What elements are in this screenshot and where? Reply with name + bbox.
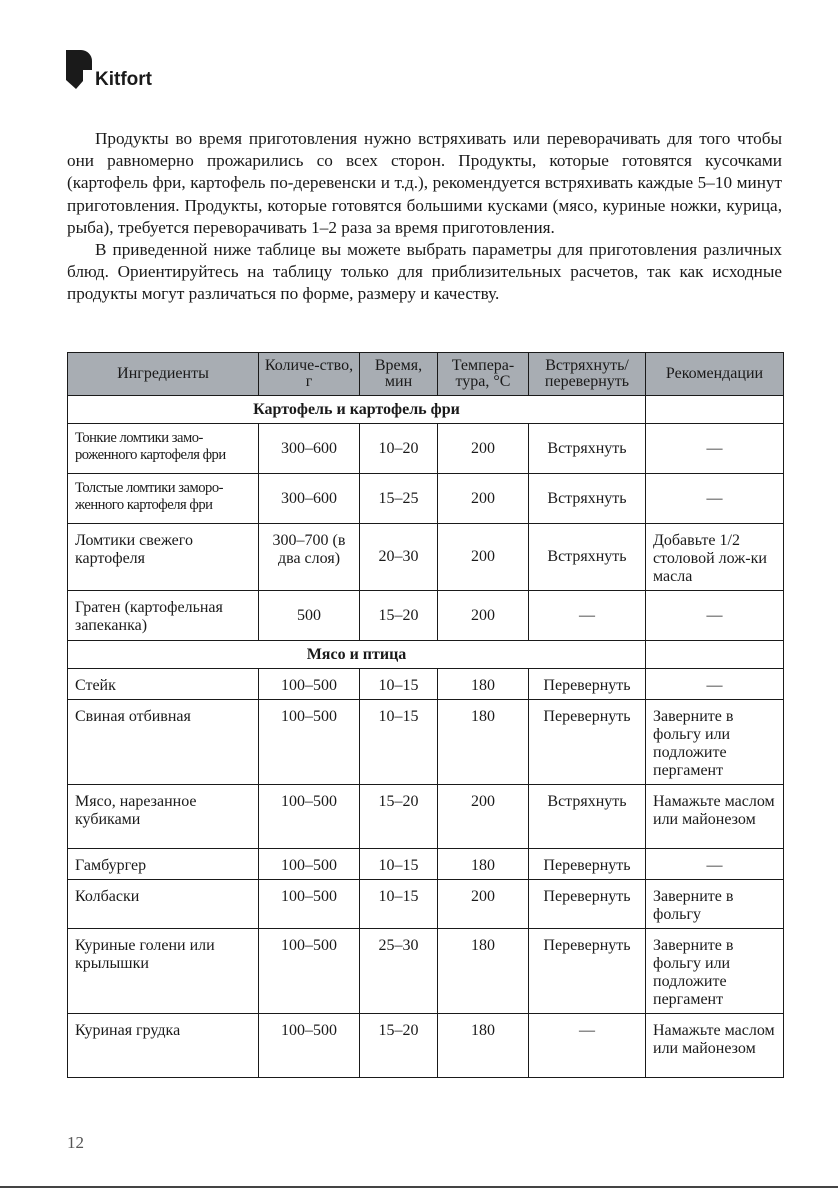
cooking-table	[67, 352, 784, 1078]
cell-temperature: 180	[438, 700, 529, 785]
page-number: 12	[67, 1133, 84, 1152]
cell-action: Перевернуть	[529, 929, 646, 1014]
cell-recommendation: Заверните в фольгу	[646, 880, 784, 929]
cell-time: 15–20	[360, 1014, 438, 1078]
intro-text	[67, 128, 782, 306]
cell-temperature: 200	[438, 785, 529, 849]
cell-ingredient: Мясо, нарезанное кубиками	[68, 785, 259, 849]
cell-ingredient: Гратен (картофельная запеканка)	[68, 591, 259, 641]
cell-quantity: 100–500	[259, 849, 360, 880]
cell-temperature: 200	[438, 474, 529, 524]
brand-name: Kitfort	[95, 69, 152, 90]
header-quantity: Количе-ство, г	[259, 353, 360, 396]
cell-action: Перевернуть	[529, 669, 646, 700]
cell-recommendation: Добавьте 1/2 столовой лож-ки масла	[646, 524, 784, 591]
section-empty-cell	[646, 396, 784, 424]
table-header-row	[68, 353, 784, 396]
cell-temperature: 200	[438, 591, 529, 641]
cell-recommendation: Намажьте маслом или майонезом	[646, 1014, 784, 1078]
cell-quantity: 100–500	[259, 929, 360, 1014]
cell-ingredient: Стейк	[68, 669, 259, 700]
cell-temperature: 180	[438, 669, 529, 700]
section-empty-cell	[646, 641, 784, 669]
cell-temperature: 200	[438, 424, 529, 474]
cell-recommendation: —	[646, 474, 784, 524]
cell-ingredient: Колбаски	[68, 880, 259, 929]
header-recommendations: Рекомендации	[646, 353, 784, 396]
table-row	[68, 929, 784, 1014]
cell-time: 20–30	[360, 524, 438, 591]
cell-quantity: 100–500	[259, 1014, 360, 1078]
cell-ingredient: Свиная отбивная	[68, 700, 259, 785]
cell-time: 25–30	[360, 929, 438, 1014]
table-row	[68, 524, 784, 591]
section-row	[68, 396, 784, 424]
cell-quantity: 300–600	[259, 424, 360, 474]
cell-ingredient: Гамбургер	[68, 849, 259, 880]
table-row	[68, 1014, 784, 1078]
cell-time: 10–15	[360, 669, 438, 700]
section-row	[68, 641, 784, 669]
cell-recommendation: —	[646, 849, 784, 880]
cell-ingredient: Тонкие ломтики замо-роженного картофеля фри	[68, 424, 259, 474]
table-row	[68, 424, 784, 474]
cell-action: Встряхнуть	[529, 785, 646, 849]
kitfort-logo-icon	[66, 50, 92, 90]
cell-quantity: 300–700 (в два слоя)	[259, 524, 360, 591]
cell-action: —	[529, 591, 646, 641]
cell-ingredient: Ломтики свежего картофеля	[68, 524, 259, 591]
cell-recommendation: Заверните в фольгу или подложите пергамент	[646, 700, 784, 785]
header-action: Встряхнуть/ перевернуть	[529, 353, 646, 396]
cell-quantity: 100–500	[259, 880, 360, 929]
brand-logo	[66, 50, 152, 90]
cell-time: 10–20	[360, 424, 438, 474]
cell-recommendation: —	[646, 669, 784, 700]
table-row	[68, 474, 784, 524]
header-time: Время, мин	[360, 353, 438, 396]
cell-temperature: 180	[438, 929, 529, 1014]
section-title-potato: Картофель и картофель фри	[68, 396, 646, 424]
cell-recommendation: Заверните в фольгу или подложите пергамент	[646, 929, 784, 1014]
cell-action: Встряхнуть	[529, 424, 646, 474]
cell-ingredient: Куриная грудка	[68, 1014, 259, 1078]
cell-time: 15–20	[360, 591, 438, 641]
cell-temperature: 180	[438, 1014, 529, 1078]
cell-time: 10–15	[360, 880, 438, 929]
cell-quantity: 100–500	[259, 669, 360, 700]
cell-action: Перевернуть	[529, 849, 646, 880]
table-row	[68, 700, 784, 785]
table-row	[68, 669, 784, 700]
header-temperature: Темпера-тура, °С	[438, 353, 529, 396]
cell-time: 10–15	[360, 700, 438, 785]
cell-time: 15–25	[360, 474, 438, 524]
cell-action: Перевернуть	[529, 700, 646, 785]
cell-quantity: 100–500	[259, 785, 360, 849]
table-row	[68, 880, 784, 929]
cell-recommendation: —	[646, 591, 784, 641]
cell-action: Перевернуть	[529, 880, 646, 929]
cell-temperature: 200	[438, 524, 529, 591]
cell-ingredient: Куриные голени или крылышки	[68, 929, 259, 1014]
cell-time: 15–20	[360, 785, 438, 849]
cell-temperature: 180	[438, 849, 529, 880]
cell-temperature: 200	[438, 880, 529, 929]
cell-quantity: 100–500	[259, 700, 360, 785]
cell-quantity: 500	[259, 591, 360, 641]
cell-quantity: 300–600	[259, 474, 360, 524]
table-row	[68, 591, 784, 641]
table-row	[68, 785, 784, 849]
cell-action: Встряхнуть	[529, 474, 646, 524]
section-title-meat: Мясо и птица	[68, 641, 646, 669]
header-ingredients: Ингредиенты	[68, 353, 259, 396]
cell-recommendation: —	[646, 424, 784, 474]
intro-paragraph-1: Продукты во время приготовления нужно встряхивать или переворачивать для того чтобы они равномерно прожарились со всех сторон. Продукты, которые готовятся кусочками (картофель фри, картофель по-деревенски и т.д.), рекомендуется встряхивать каждые 5–10 минут приготовления. Продукты, которые готовятся большими кусками (мясо, куриные ножки, курица, рыба), требуется переворачивать 1–2 раза за время приготовления.	[67, 129, 782, 237]
cell-recommendation: Намажьте маслом или майонезом	[646, 785, 784, 849]
cell-ingredient: Толстые ломтики заморо-женного картофеля фри	[68, 474, 259, 524]
table-row	[68, 849, 784, 880]
cell-action: —	[529, 1014, 646, 1078]
cell-action: Встряхнуть	[529, 524, 646, 591]
intro-paragraph-2: В приведенной ниже таблице вы можете выбрать параметры для приготовления различных блюд. Ориентируйтесь на таблицу только для приблизительных расчетов, так как исходные продукты могут различаться по форме, размеру и качеству.	[67, 240, 782, 304]
cell-time: 10–15	[360, 849, 438, 880]
